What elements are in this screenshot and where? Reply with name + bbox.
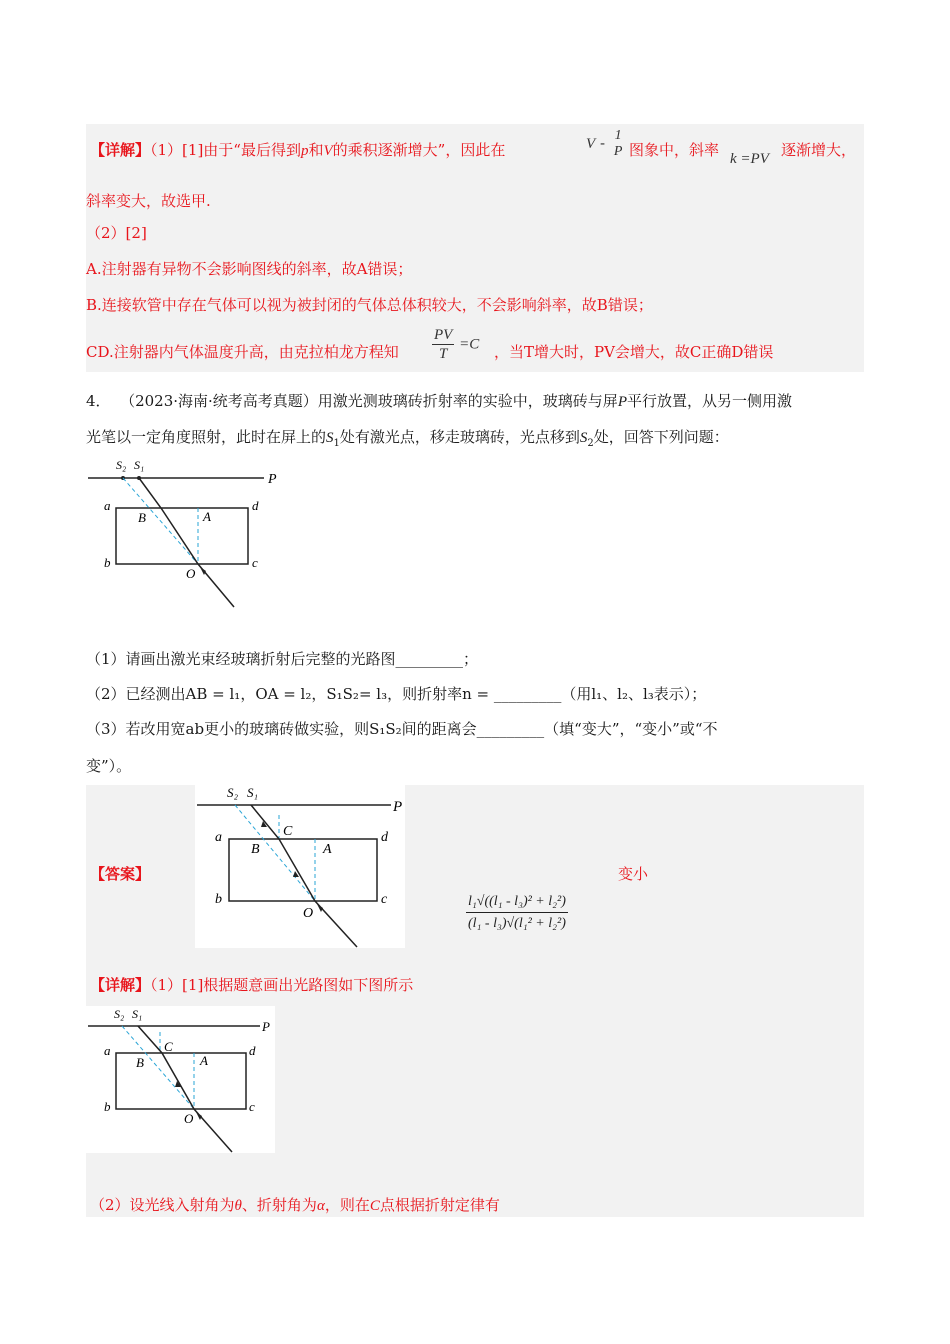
svg-text:c: c — [249, 1099, 255, 1114]
answer-tag: 【答案】 — [90, 865, 151, 883]
svg-text:S₁: S₁ — [134, 458, 145, 472]
q4-sub2: （2）已经测出AB = l₁，OA = l₂，S₁S₂= l₃，则折射率n = _________（用l₁、l₂、l₃表示）； — [86, 685, 707, 703]
svg-text:O: O — [303, 906, 314, 921]
detail1-line1: 【详解】（1）[1]由于“最后得到p和V的乘积逐渐增大”，因此在 — [90, 141, 506, 159]
answer-figure — [195, 785, 405, 948]
svg-text:b: b — [215, 892, 222, 907]
svg-text:d: d — [249, 1043, 256, 1058]
svg-text:B: B — [138, 510, 146, 525]
label-P: P — [268, 472, 277, 487]
glass-brick — [116, 508, 248, 564]
detail2-line1: 【详解】（1）[1]根据题意画出光路图如下图所示 — [90, 976, 414, 994]
svg-text:C: C — [164, 1039, 173, 1054]
svg-text:O: O — [184, 1111, 194, 1126]
svg-text:S₁: S₁ — [132, 1007, 143, 1021]
svg-text:B: B — [251, 842, 260, 857]
svg-text:b: b — [104, 1099, 111, 1114]
svg-text:S₁: S₁ — [247, 785, 259, 800]
graph-label: V - 1 P — [586, 128, 623, 159]
svg-text:S₂: S₂ — [116, 458, 127, 472]
svg-text:c: c — [252, 555, 258, 570]
svg-text:A: A — [323, 842, 332, 857]
svg-text:C: C — [283, 824, 293, 839]
svg-text:P: P — [393, 799, 403, 815]
svg-text:c: c — [381, 892, 388, 907]
slope-formula: k =PV — [730, 151, 769, 167]
svg-text:O: O — [186, 566, 196, 581]
svg-text:B: B — [136, 1055, 144, 1070]
detail1-line1-c: 图象中，斜率 — [629, 141, 720, 159]
detail1-line6-b: ，当T增大时，PV会增大，故C正确D错误 — [494, 343, 774, 361]
svg-text:d: d — [381, 830, 388, 845]
detail-tag: 【详解】 — [90, 141, 151, 159]
detail-figure — [86, 1006, 275, 1153]
svg-text:b: b — [104, 555, 111, 570]
question-figure — [86, 455, 286, 615]
svg-text:S₂: S₂ — [114, 1007, 125, 1021]
svg-text:A: A — [203, 509, 211, 524]
svg-text:A: A — [200, 1053, 208, 1068]
svg-text:a: a — [104, 498, 111, 513]
svg-text:P: P — [262, 1019, 270, 1034]
detail1-line1-d: 逐渐增大， — [781, 141, 857, 159]
svg-text:S₂: S₂ — [227, 785, 239, 800]
detail1-line3: （2）[2] — [86, 224, 147, 242]
q4-sub1: （1）请画出激光束经玻璃折射后完整的光路图_________； — [86, 650, 479, 668]
detail1-line4: A.注射器有异物不会影响图线的斜率，故A错误； — [86, 260, 413, 278]
detail1-line5: B.连接软管中存在气体可以视为被封闭的气体总体积较大，不会影响斜率，故B错误； — [86, 296, 653, 314]
answer-formula: l₁√((l₁ - l₃)² + l₂²) (l₁ - l₃)√(l₁² + l₂²) — [468, 894, 566, 931]
q4-line1: 4． （2023·海南·统考高考真题）用激光测玻璃砖折射率的实验中，玻璃砖与屏P平行放置，从另一侧用激 — [86, 392, 792, 410]
detail1-line6: CD.注射器内气体温度升高，由克拉柏龙方程知 — [86, 343, 399, 361]
svg-text:a: a — [104, 1043, 111, 1058]
svg-text:d: d — [252, 498, 259, 513]
q4-sub3-a: （3）若改用宽ab更小的玻璃砖做实验，则S₁S₂间的距离会_________（填“变大”，“变小”或“不 — [86, 720, 718, 738]
detail2-line2: （2）设光线入射角为θ、折射角为α，则在C点根据折射定律有 — [90, 1196, 500, 1214]
answer-third: 变小 — [618, 865, 649, 883]
detail1-line2: 斜率变大，故选甲. — [86, 192, 211, 210]
svg-text:a: a — [215, 830, 222, 845]
q4-sub3-b: 变”）。 — [86, 757, 132, 775]
pv-equation: $\frac{PV}{T}$ =C — [434, 327, 480, 362]
q4-line2: 光笔以一定角度照射，此时在屏上的$S_1$处有激光点，移走玻璃砖，光点移到$S_2$处，回答下列问题： — [86, 428, 729, 449]
